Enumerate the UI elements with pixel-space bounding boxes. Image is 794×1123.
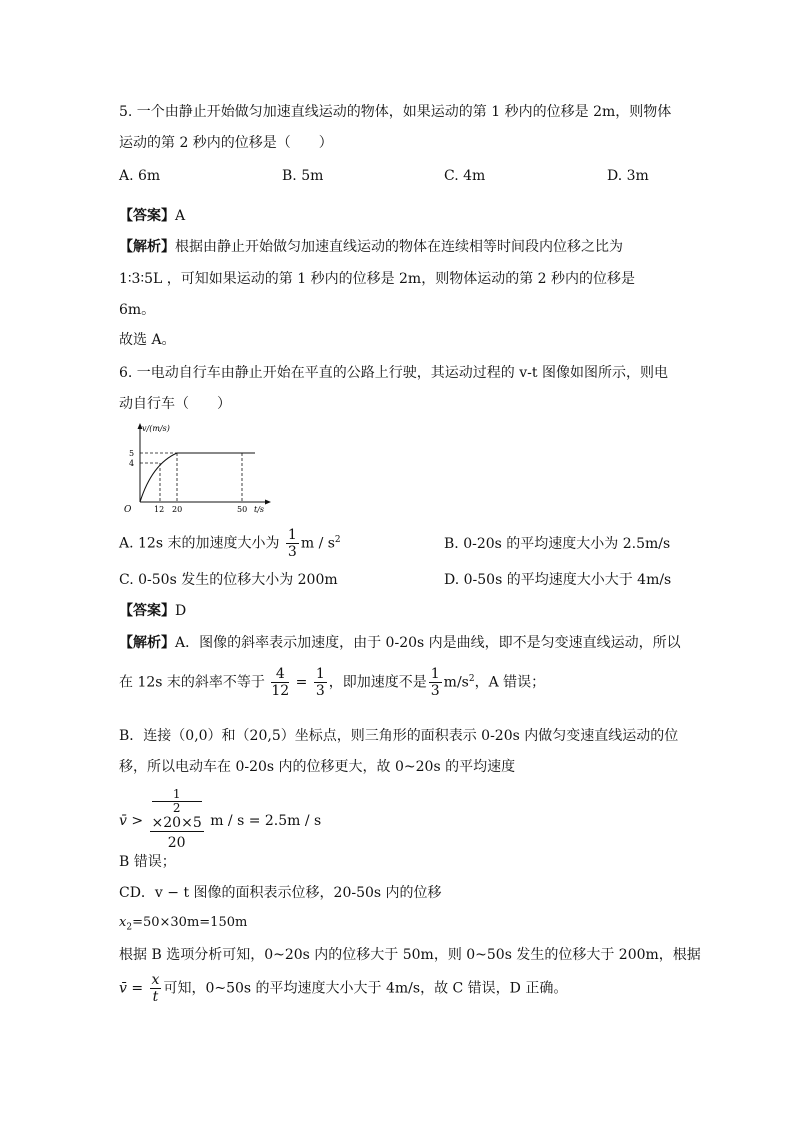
fraction — [150, 972, 162, 1005]
text: ，即加速度不是 — [328, 674, 427, 691]
x-axis-label: t/s — [254, 505, 265, 514]
q6-analysis-b-line1: B．连接（0,0）和（20,5）坐标点，则三角形的面积表示 0-20s 内做匀变速直线运动的位 — [119, 728, 679, 744]
fraction — [271, 666, 289, 699]
y-tick-4: 4 — [129, 459, 135, 468]
equals: = — [295, 674, 308, 691]
q6-b-formula — [119, 788, 321, 854]
q5-option-c: C. 4m — [444, 168, 486, 184]
sup: 2 — [468, 673, 475, 684]
frac-den: 2 — [172, 801, 181, 815]
frac-num: 1 — [287, 527, 297, 543]
analysis-text: A．图像的斜率表示加速度，由于 0-20s 内是曲线，即不是匀变速直线运动，所以 — [175, 635, 681, 651]
q5-analysis-line1 — [119, 238, 623, 256]
q6-analysis-a-line2 — [119, 666, 545, 699]
frac-num: 1 — [315, 666, 325, 682]
q6-option-d: D. 0-50s 的平均速度大小大于 4m/s — [444, 572, 672, 588]
q5-option-b: B. 5m — [282, 168, 324, 184]
q6-option-b: B. 0-20s 的平均速度大小为 2.5m/s — [444, 536, 671, 552]
q5-option-a: A. 6m — [119, 168, 161, 184]
velocity-curve — [140, 453, 177, 502]
frac-den: 20 — [167, 835, 186, 851]
y-tick-5: 5 — [129, 449, 135, 458]
fraction — [314, 666, 327, 699]
formula-rhs: m / s = 2.5m / s — [210, 813, 322, 829]
inner-fraction — [152, 788, 202, 815]
answer-tag: 【答案】 — [119, 603, 175, 619]
var: x — [119, 915, 127, 930]
text: 在 12s 末的斜率不等于 — [119, 674, 265, 691]
analysis-text: 根据由静止开始做匀加速直线运动的物体在连续相等时间段内位移之比为 — [175, 239, 623, 255]
q6-b-conclusion: B 错误； — [119, 854, 176, 870]
frac-num: 1 — [430, 666, 440, 682]
q6-cd-x2 — [119, 914, 247, 937]
answer-tag: 【答案】 — [119, 208, 175, 224]
q5-analysis-line3: 6m。 — [119, 302, 156, 318]
q6-option-c: C. 0-50s 发生的位移大小为 200m — [119, 572, 338, 588]
frac-den: 3 — [315, 683, 325, 699]
q6-option-a — [119, 527, 341, 560]
frac-den: 12 — [271, 683, 290, 699]
q5-stem-line2: 运动的第 2 秒内的位移是（ ） — [119, 135, 333, 151]
q5-stem-line1: 5. 一个由静止开始做匀加速直线运动的物体，如果运动的第 1 秒内的位移是 2m，则物体 — [119, 104, 672, 120]
text: ×20×5 — [151, 815, 202, 831]
fraction — [429, 666, 442, 699]
frac-den: 3 — [430, 683, 440, 699]
unit: m / s — [300, 535, 335, 552]
frac-den: t — [152, 989, 159, 1005]
q6-analysis-cd-line1: CD．v − t 图像的面积表示位移，20-50s 内的位移 — [119, 885, 442, 901]
frac-num: 4 — [271, 666, 289, 683]
fraction — [286, 527, 299, 560]
frac-num — [150, 788, 204, 832]
formula-lhs: v̄ = — [119, 980, 144, 997]
q5-option-d: D. 3m — [607, 168, 649, 184]
q5-analysis-line2: 1∶3∶5L ，可知如果运动的第 1 秒内的位移是 2m，则物体运动的第 2 秒内的位移是 — [119, 271, 636, 287]
q5-answer — [119, 207, 185, 225]
unit: m/s — [443, 674, 469, 691]
sup: 2 — [334, 534, 341, 545]
frac-num: 1 — [152, 788, 202, 802]
q6-answer — [119, 602, 186, 620]
q6-analysis-b-line2: 移，所以电动车在 0-20s 内的位移更大，故 0~20s 的平均速度 — [119, 759, 516, 775]
x-axis-arrow — [265, 500, 271, 505]
q6-stem-line2: 动自行车（ ） — [119, 396, 231, 412]
text: 可知，0~50s 的平均速度大小大于 4m/s，故 C 错误，D 正确。 — [163, 980, 568, 997]
analysis-tag: 【解析】 — [119, 635, 175, 651]
answer-value: D — [175, 603, 187, 619]
origin-label: O — [124, 505, 132, 515]
frac-num: x — [151, 972, 160, 988]
y-axis-label: v/(m/s) — [142, 424, 170, 433]
x-tick-20: 20 — [172, 505, 183, 514]
x-tick-50: 50 — [237, 505, 248, 514]
sub: 2 — [126, 922, 133, 933]
answer-value: A — [175, 208, 186, 224]
option-a-text: A. 12s 末的加速度大小为 — [119, 535, 280, 552]
vt-graph — [118, 420, 278, 515]
formula-lhs: v̄ > — [119, 813, 144, 829]
q5-analysis-line4: 故选 A。 — [119, 332, 176, 348]
text: ，A 错误； — [474, 674, 546, 691]
q6-analysis-cd-line4 — [119, 972, 567, 1005]
fraction — [150, 788, 204, 854]
analysis-tag: 【解析】 — [119, 239, 175, 255]
q6-analysis-a-line1 — [119, 634, 681, 652]
frac-den: 3 — [287, 544, 297, 560]
x-tick-12: 12 — [154, 505, 165, 514]
text: =50×30m=150m — [132, 915, 248, 930]
q6-analysis-cd-line3: 根据 B 选项分析可知，0~20s 内的位移大于 50m，则 0~50s 发生的位移大于 200m，根据 — [119, 947, 701, 963]
q6-stem-line1: 6. 一电动自行车由静止开始在平直的公路上行驶，其运动过程的 v-t 图像如图所示，则电 — [119, 365, 668, 381]
